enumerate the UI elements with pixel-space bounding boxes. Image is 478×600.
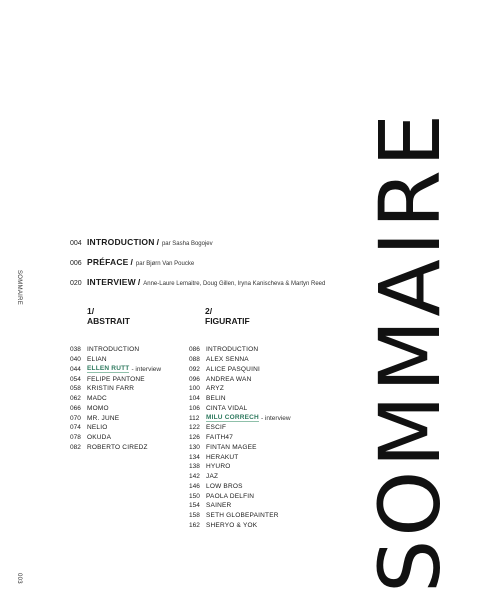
list-item[interactable]	[189, 462, 291, 472]
item-page-number: 092	[189, 365, 200, 373]
item-name: OKUDA	[87, 434, 112, 442]
list-item[interactable]	[189, 374, 291, 384]
item-page-number: 138	[189, 463, 200, 471]
item-name: ELLEN RUTT	[87, 365, 130, 373]
list-item[interactable]	[189, 365, 291, 375]
toc-heading: INTERVIEW	[87, 277, 136, 287]
toc-page-number: 020	[70, 280, 82, 287]
list-item[interactable]	[189, 443, 291, 453]
toc-separator: /	[156, 237, 159, 247]
list-item[interactable]	[70, 423, 161, 433]
page-title: SOMMAIRE	[361, 110, 459, 594]
item-name: JAZ	[206, 473, 219, 481]
item-page-number: 078	[70, 434, 81, 442]
item-name: INTRODUCTION	[87, 346, 140, 354]
item-page-number: 100	[189, 385, 200, 393]
item-name: CINTA VIDAL	[206, 404, 248, 412]
item-name: NELIO	[87, 424, 108, 432]
item-page-number: 130	[189, 443, 200, 451]
item-name: LOW BROS	[206, 482, 243, 490]
item-page-number: 074	[70, 424, 81, 432]
item-name: FINTAN MAGEE	[206, 443, 257, 451]
item-page-number: 066	[70, 404, 81, 412]
item-page-number: 088	[189, 356, 200, 364]
item-name: ANDREA WAN	[206, 375, 252, 383]
toc-page-number: 004	[70, 240, 82, 247]
item-name: ESCIF	[206, 424, 227, 432]
item-page-number: 158	[189, 512, 200, 520]
toc-entry-preface[interactable]	[70, 257, 194, 267]
item-name: HYURO	[206, 463, 231, 471]
list-item[interactable]	[189, 433, 291, 443]
section-title: ABSTRAIT	[87, 316, 130, 326]
list-item[interactable]	[70, 404, 161, 414]
item-page-number: 142	[189, 473, 200, 481]
page-title-container	[361, 110, 459, 594]
item-page-number: 150	[189, 492, 200, 500]
list-item[interactable]	[70, 345, 161, 355]
toc-byline: par Bjørn Van Poucke	[135, 261, 195, 267]
item-note: - interview	[260, 414, 291, 422]
list-item[interactable]	[70, 374, 161, 384]
item-page-number: 096	[189, 375, 200, 383]
item-page-number: 112	[189, 414, 200, 422]
item-name: SETH GLOBEPAINTER	[206, 512, 279, 520]
list-item[interactable]	[70, 355, 161, 365]
running-head-label: SOMMAIRE	[16, 270, 22, 306]
item-page-number: 044	[70, 365, 81, 373]
item-page-number: 106	[189, 404, 200, 412]
list-item[interactable]	[189, 482, 291, 492]
item-page-number: 070	[70, 414, 81, 422]
item-page-number: 040	[70, 356, 81, 364]
list-item[interactable]	[70, 443, 161, 453]
artist-list-figuratif	[189, 345, 291, 530]
section-title: FIGURATIF	[205, 316, 250, 326]
item-name: KRISTIN FARR	[87, 385, 135, 393]
item-name: PAOLA DELFIN	[206, 492, 255, 500]
item-page-number: 062	[70, 395, 81, 403]
list-item[interactable]	[70, 394, 161, 404]
item-name: ELIAN	[87, 356, 107, 364]
toc-byline: par Sasha Bogojev	[161, 241, 213, 247]
item-name: MR. JUNE	[87, 414, 120, 422]
item-name: MADC	[87, 395, 107, 403]
item-name: ROBERTO CIREDZ	[87, 443, 148, 451]
item-page-number: 154	[189, 502, 200, 510]
toc-separator: /	[130, 257, 133, 267]
list-item[interactable]	[189, 423, 291, 433]
item-name: HERAKUT	[206, 453, 239, 461]
item-name: ALEX SENNA	[206, 356, 249, 364]
list-item[interactable]	[189, 404, 291, 414]
list-item[interactable]	[189, 501, 291, 511]
list-item[interactable]	[70, 365, 161, 375]
item-page-number: 086	[189, 346, 200, 354]
toc-entry-introduction[interactable]	[70, 237, 213, 247]
list-item[interactable]	[189, 394, 291, 404]
list-item[interactable]	[189, 413, 291, 423]
item-page-number: 122	[189, 424, 200, 432]
list-item[interactable]	[189, 511, 291, 521]
item-page-number: 134	[189, 453, 200, 461]
toc-byline: Anne-Laure Lemaitre, Doug Gillen, Iryna Kanischeva & Martyn Reed	[143, 281, 326, 287]
toc-entry-interview[interactable]	[70, 277, 325, 287]
list-item[interactable]	[70, 413, 161, 423]
list-item[interactable]	[189, 384, 291, 394]
list-item[interactable]	[70, 384, 161, 394]
item-page-number: 038	[70, 346, 81, 354]
item-name: MILU CORRECH	[206, 414, 259, 422]
list-item[interactable]	[70, 433, 161, 443]
list-item[interactable]	[189, 345, 291, 355]
item-page-number: 126	[189, 434, 200, 442]
item-page-number: 146	[189, 482, 200, 490]
item-name: MOMO	[87, 404, 109, 412]
artist-list-abstrait	[70, 345, 161, 452]
toc-separator: /	[137, 277, 141, 287]
item-page-number: 054	[70, 375, 81, 383]
list-item[interactable]	[189, 491, 291, 501]
section-heading-abstrait	[87, 306, 130, 326]
list-item[interactable]	[189, 355, 291, 365]
toc-heading: INTRODUCTION	[87, 237, 155, 247]
item-page-number: 104	[189, 395, 200, 403]
item-page-number: 162	[189, 521, 200, 529]
item-note: - interview	[131, 365, 162, 373]
section-number: 1/	[87, 306, 95, 316]
page-number: 003	[16, 573, 22, 584]
section-number: 2/	[205, 306, 213, 316]
section-heading-figuratif	[205, 306, 250, 326]
toc-heading: PRÉFACE	[87, 257, 129, 267]
item-name: SHERYO & YOK	[206, 521, 258, 529]
list-item[interactable]	[189, 521, 291, 531]
list-item[interactable]	[189, 452, 291, 462]
item-page-number: 082	[70, 443, 81, 451]
item-name: SAINER	[206, 502, 232, 510]
item-name: BELIN	[206, 395, 226, 403]
item-page-number: 058	[70, 385, 81, 393]
item-name: FAITH47	[206, 434, 234, 442]
toc-page-number: 006	[70, 260, 82, 267]
item-name: INTRODUCTION	[206, 346, 259, 354]
item-name: ALICE PASQUINI	[206, 365, 260, 373]
item-name: FELIPE PANTONE	[87, 375, 145, 383]
item-name: ARYZ	[206, 385, 225, 393]
list-item[interactable]	[189, 472, 291, 482]
